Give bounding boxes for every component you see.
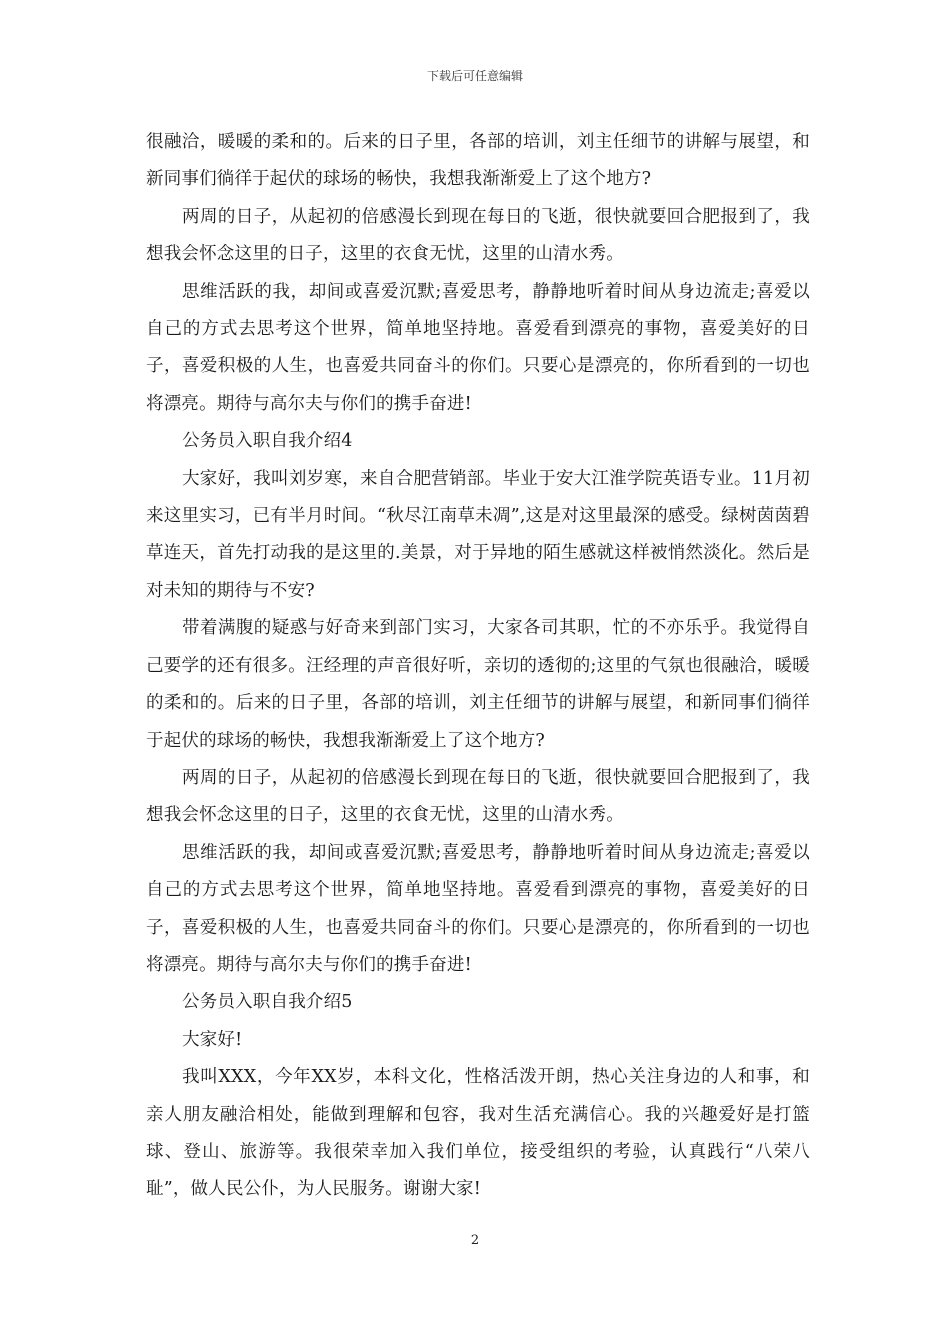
section-heading: 公务员入职自我介绍4	[182, 431, 353, 452]
page-number: 2	[470, 1233, 480, 1248]
paragraph: 思维活跃的我，却间或喜爱沉默;喜爱思考，静静地听着时间从身边流走;喜爱以自己的方式去思考这个世界，简单地坚持地。喜爱看到漂亮的事物，喜爱美好的日子，喜爱积极的人生，也喜爱共同奋斗的你们。只要心是漂亮的，你所看到的一切也将漂亮。期待与高尔夫与你们的携手奋进!	[146, 281, 810, 414]
paragraph: 大家好，我叫刘岁寒，来自合肥营销部。毕业于安大江淮学院英语专业。11月初来这里实习，已有半月时间。“秋尽江南草未凋”,这是对这里最深的感受。绿树茵茵碧草连天，首先打动我的是这里的.美景，对于异地的陌生感就这样被悄然淡化。然后是对未知的期待与不安?	[146, 468, 810, 601]
section-heading: 公务员入职自我介绍5	[182, 992, 353, 1013]
paragraph: 两周的日子，从起初的倍感漫长到现在每日的飞逝，很快就要回合肥报到了，我想我会怀念这里的日子，这里的衣食无忧，这里的山清水秀。	[146, 206, 810, 265]
greeting: 大家好!	[182, 1029, 243, 1050]
page-header: 下载后可任意编辑	[426, 69, 523, 83]
paragraph: 两周的日子，从起初的倍感漫长到现在每日的飞逝，很快就要回合肥报到了，我想我会怀念这里的日子，这里的衣食无忧，这里的山清水秀。	[146, 767, 810, 826]
paragraph: 思维活跃的我，却间或喜爱沉默;喜爱思考，静静地听着时间从身边流走;喜爱以自己的方式去思考这个世界，简单地坚持地。喜爱看到漂亮的事物，喜爱美好的日子，喜爱积极的人生，也喜爱共同奋斗的你们。只要心是漂亮的，你所看到的一切也将漂亮。期待与高尔夫与你们的携手奋进!	[146, 842, 810, 975]
paragraph: 很融洽，暖暖的柔和的。后来的日子里，各部的培训，刘主任细节的讲解与展望，和新同事们徜徉于起伏的球场的畅快，我想我渐渐爱上了这个地方?	[146, 132, 810, 190]
document-body	[146, 124, 810, 1209]
paragraph: 带着满腹的疑惑与好奇来到部门实习，大家各司其职，忙的不亦乐乎。我觉得自己要学的还有很多。汪经理的声音很好听，亲切的透彻的;这里的气氛也很融洽，暖暖的柔和的。后来的日子里，各部的培训，刘主任细节的讲解与展望，和新同事们徜徉于起伏的球场的畅快，我想我渐渐爱上了这个地方?	[146, 618, 810, 751]
paragraph: 我叫XXX，今年XX岁，本科文化，性格活泼开朗，热心关注身边的人和事，和亲人朋友融洽相处，能做到理解和包容，我对生活充满信心。我的兴趣爱好是打篮球、登山、旅游等。我很荣幸加入我们单位，接受组织的考验，认真践行“八荣八耻”，做人民公仆，为人民服务。谢谢大家!	[146, 1067, 810, 1200]
